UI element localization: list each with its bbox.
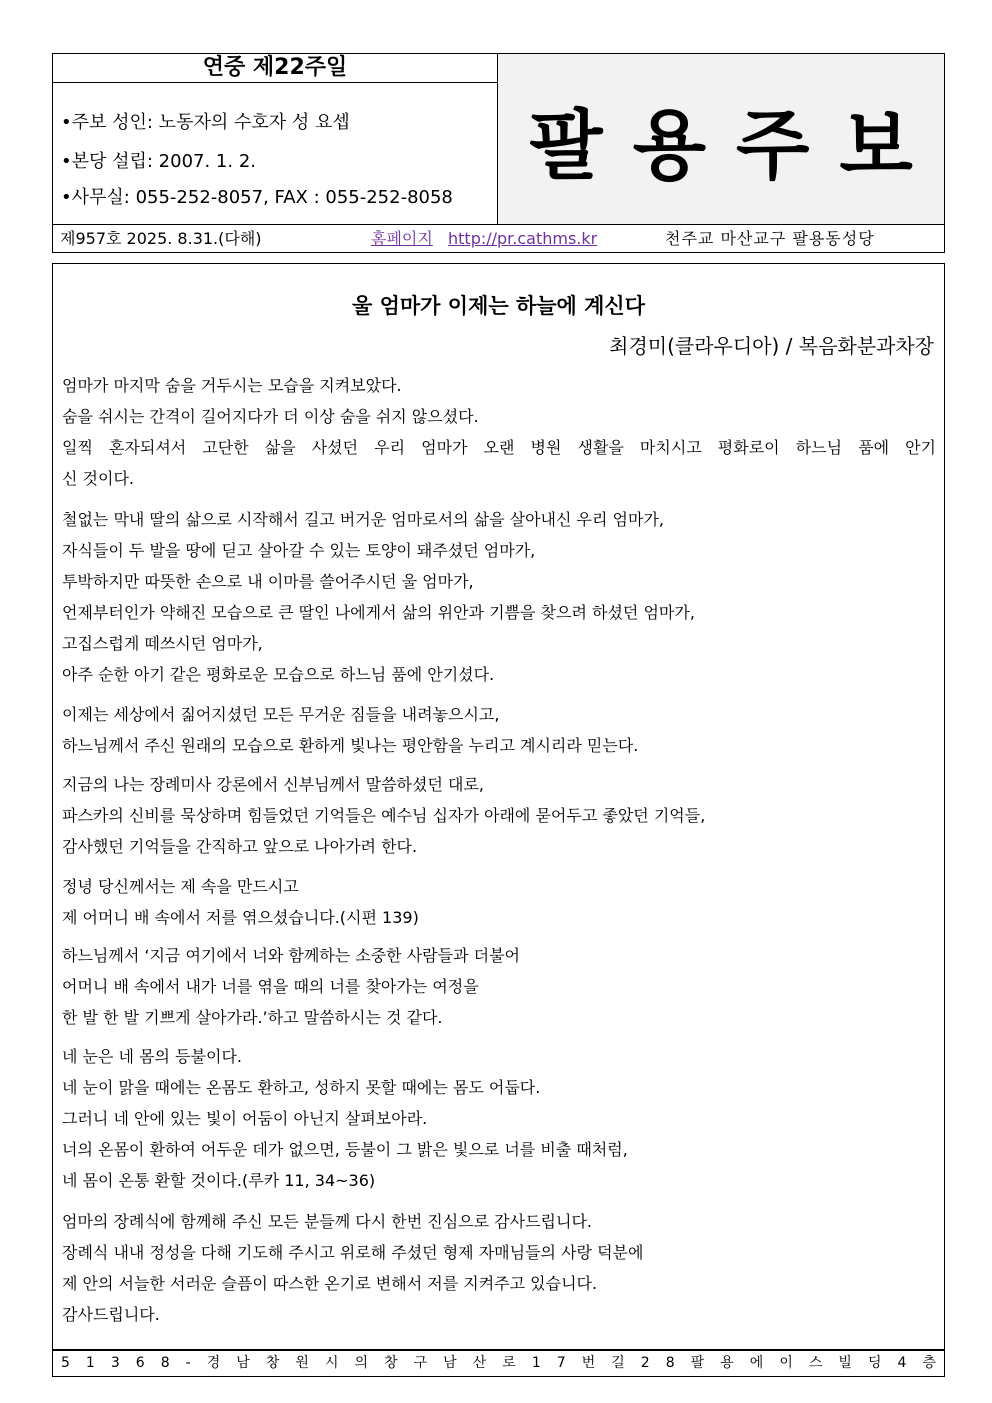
text-line: 한 발 한 발 기쁘게 살아가라.’하고 말씀하시는 것 같다. (62, 1008, 443, 1027)
text-line: 엄마의 장례식에 함께해 주신 모든 분들께 다시 한번 진심으로 감사드립니다. (62, 1212, 592, 1231)
masthead-info-panel (53, 54, 498, 224)
text-line: 숨을 쉬시는 간격이 길어지다가 더 이상 숨을 쉬지 않으셨다. (62, 407, 479, 426)
paragraph-5 (62, 871, 936, 933)
text-line: 하느님께서 ‘지금 여기에서 너와 함께하는 소중한 사람들과 더불어 (62, 946, 521, 965)
text-line: 엄마가 마지막 숨을 거두시는 모습을 지켜보았다. (62, 376, 402, 395)
issue-meta-bar (52, 225, 945, 253)
text-line: 감사했던 기억들을 간직하고 앞으로 나아가려 한다. (62, 837, 418, 856)
text-line: 네 몸이 온통 환할 것이다.(루카 11, 34~36) (62, 1171, 376, 1190)
paragraph-6 (62, 940, 936, 1033)
issue-number-date: 제957호 2025. 8.31.(다해) (60, 229, 262, 248)
text-line: 감사드립니다. (62, 1305, 160, 1324)
text-line: 네 눈은 네 몸의 등불이다. (62, 1047, 242, 1066)
text-line: 투박하지만 따뜻한 손으로 내 이마를 쓸어주시던 울 엄마가, (62, 572, 474, 591)
bulletin-name: 팔용주보 (529, 100, 943, 190)
text-line: 하느님께서 주신 원래의 모습으로 환하게 빛나는 평안함을 누리고 계시리라 믿는다. (62, 736, 639, 755)
text-line: 고집스럽게 떼쓰시던 엄마가, (62, 634, 263, 653)
text-line: 제 어머니 배 속에서 저를 엮으셨습니다.(시편 139) (62, 908, 419, 927)
text-line: 자식들이 두 발을 땅에 딛고 살아갈 수 있는 토양이 돼주셨던 엄마가, (62, 541, 536, 560)
text-line: 언제부터인가 약해진 모습으로 큰 딸인 나에게서 삶의 위안과 기쁨을 찾으려 하셨던 엄마가, (62, 603, 695, 622)
text-line: 어머니 배 속에서 내가 너를 엮을 때의 너를 찾아가는 여정을 (62, 977, 479, 996)
text-line: 제 안의 서늘한 서러운 슬픔이 따스한 온기로 변해서 저를 지켜주고 있습니다. (62, 1274, 598, 1293)
homepage-label[interactable]: 홈페이지 (371, 229, 433, 248)
text-line: 정녕 당신께서는 제 속을 만드시고 (62, 877, 299, 896)
text-line: 아주 순한 아기 같은 평화로운 모습으로 하느님 품에 안기셨다. (62, 665, 495, 684)
article-title: 울 엄마가 이제는 하늘에 계신다 (352, 294, 645, 318)
text-line: 파스카의 신비를 묵상하며 힘들었던 기억들은 예수님 십자가 아래에 묻어두고 좋았던 기억들, (62, 806, 706, 825)
text-line: 너의 온몸이 환하여 어두운 데가 없으면, 등불이 그 밝은 빛으로 너를 비출 때처럼, (62, 1140, 628, 1159)
masthead (52, 53, 945, 225)
paragraph-7 (62, 1041, 936, 1196)
paragraph-3 (62, 699, 936, 761)
paragraph-8 (62, 1206, 936, 1330)
founding-date-line: •본당 설립: 2007. 1. 2. (61, 151, 256, 172)
homepage-link[interactable]: http://pr.cathms.kr (448, 229, 598, 248)
article (52, 263, 945, 1350)
address-footer: 5 1 3 6 8 - 경 남 창 원 시 의 창 구 남 산 로 1 7 번 길 2 8 팔 용 에 이 스 빌 딩 4 층 (52, 1350, 945, 1377)
text-line: 철없는 막내 딸의 삶으로 시작해서 길고 버거운 엄마로서의 삶을 살아내신 우리 엄마가, (62, 510, 664, 529)
text-line: 그러니 네 안에 있는 빛이 어둠이 아닌지 살펴보아라. (62, 1109, 428, 1128)
masthead-title-panel (498, 54, 944, 224)
paragraph-2 (62, 504, 936, 690)
article-author: 최경미(클라우디아) / 복음화분과차장 (609, 334, 934, 358)
office-contact-line: •사무실: 055-252-8057, FAX : 055-252-8058 (61, 187, 453, 208)
text-line: 일찍 혼자되셔서 고단한 삶을 사셨던 우리 엄마가 오랜 병원 생활을 마치시고 평화로이 하느님 품에 안기 (62, 438, 936, 457)
text-line: 장례식 내내 정성을 다해 기도해 주시고 위로해 주셨던 형제 자매님들의 사랑 덕분에 (62, 1243, 644, 1262)
paragraph-1 (62, 370, 936, 494)
patron-saint-line: •주보 성인: 노동자의 수호자 성 요셉 (61, 112, 350, 133)
text-line: 신 것이다. (62, 469, 134, 488)
text-line: 네 눈이 맑을 때에는 온몸도 환하고, 성하지 못할 때에는 몸도 어둡다. (62, 1078, 541, 1097)
text-line: 지금의 나는 장례미사 강론에서 신부님께서 말씀하셨던 대로, (62, 775, 485, 794)
liturgical-week-title: 연중 제22주일 (53, 54, 497, 83)
paragraph-4 (62, 769, 936, 862)
parish-name: 천주교 마산교구 팔용동성당 (665, 229, 875, 248)
text-line: 이제는 세상에서 짊어지셨던 모든 무거운 짐들을 내려놓으시고, (62, 705, 500, 724)
